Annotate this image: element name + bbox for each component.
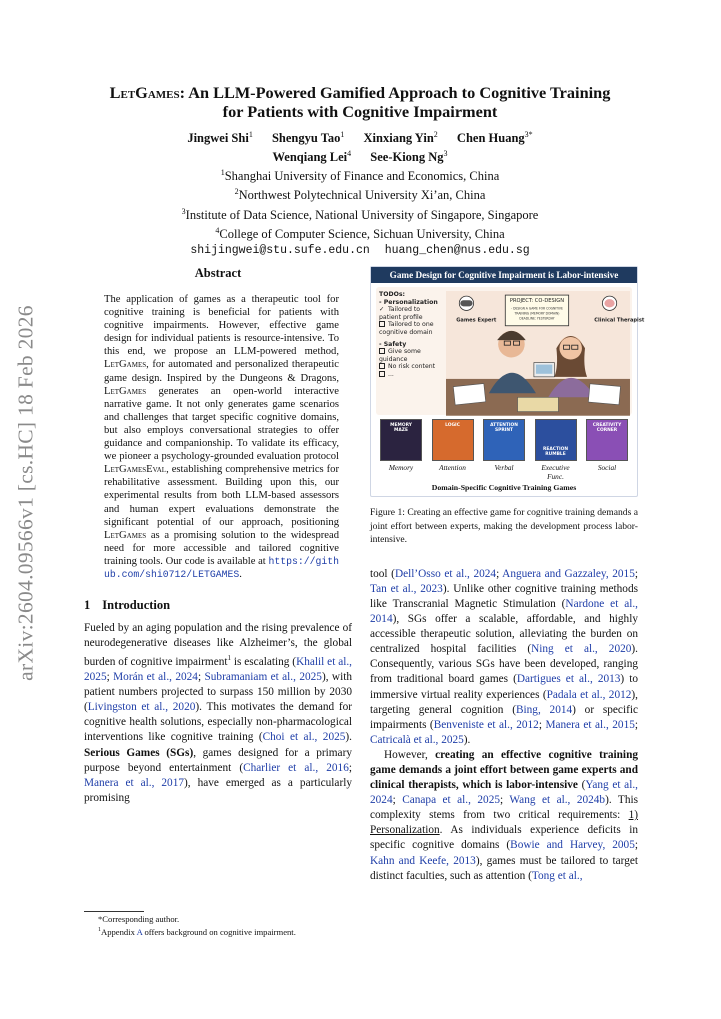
introduction-paragraph-2: However, creating an effective cognitive training game demands a joint effort between game experts and clinical therapists, which is labor-intensive (Yang et al., 2024; Canapa et al., 2025; Wang et al., 2024b). This complexity stems from two critical requirements: 1) Personalization. As individuals experience deficits in specific cognitive domains (Bowie and Harvey, 2005; Kahn and Keefe, 2013), games must be tailored to target distinct faculties, such as attention (Tong et al., (370, 748, 639, 882)
svg-text:Games Expert: Games Expert (456, 317, 497, 324)
affiliation: $^4$College of Computer Science, Sichuan University, China (215, 225, 505, 241)
footnotes (84, 911, 352, 938)
citation-link[interactable]: Nardone et al., 2014 (370, 597, 639, 626)
citation-link[interactable]: Ning et al., 2020 (531, 643, 632, 656)
citation-link[interactable]: Tong et al., (531, 869, 583, 882)
citation-link[interactable]: Kahn and Keefe, 2013 (370, 854, 476, 867)
checkbox-icon (379, 371, 385, 377)
citation-link[interactable]: Khalil et al., 2025 (84, 656, 353, 684)
figure-caption: Figure 1: Creating an effective game for cognitive training demands a joint effort between experts, making the development process labor-intensive. (370, 507, 638, 546)
citation-link[interactable]: Subramaniam et al., 2025 (204, 671, 322, 684)
citation-link[interactable]: Charlier et al., 2016 (243, 761, 349, 774)
abstract-text: The application of games as a therapeutic tool for cognitive training is beneficial for patients with cognitive impairments. However, effective game design for individual patients is resource-intensive. To this end, we propose an LLM-powered method, LetGames, for automated and personalized therapeutic game design. Inspired by the Dungeons & Dragons, LetGames generates an open-world interactive narrative game. It not only generates game scenarios and challenges that target specific cognitive domains, but also employs conversational strategies to offer guidance and companionship. To validate its efficacy, we pioneer a psychology-grounded evaluation protocol LetGamesEval, establishing comprehensive metrics for rehabilitative assessment. Building upon this, our experimental results from both LLM-based assessors and human expert evaluations demonstrate the significant potential of our approach, positioning LetGames as a promising solution to the widespread need for more accessible and tailored cognitive training tools. Our code is available at https://github.com/shi0712/LETGAMES. (104, 294, 339, 580)
checkbox-icon (379, 321, 385, 327)
introduction-paragraph: Fueled by an aging population and the rising prevalence of neurodegenerative diseases like Alzheimer’s, the global burden of cognitive impairment$^1$ is escalating (Khalil et al., 2025; Morán et al., 2024; Subramaniam et al., 2025), with patient numbers projected to surpass 150 million by 2030 (Livingston et al., 2020). This motivates the demand for cognitive health solutions, especially non-pharmacological interventions like cognitive training (Choi et al., 2025). Serious Games (SGs), games designed for a primary purpose beyond entertainment (Charlier et al., 2016; Manera et al., 2017), have emerged as a particularly promising (84, 622, 353, 804)
abstract-heading: Abstract (194, 266, 242, 280)
citation-link[interactable]: Manera et al., 2017 (84, 776, 184, 789)
title-system-name: LetGames (109, 83, 180, 102)
affiliation: $^1$Shanghai University of Finance and Economics, China (220, 168, 500, 184)
email: shijingwei@stu.sufe.edu.cn (190, 243, 370, 257)
affiliation: $^2$Northwest Polytechnical University Xi’an, China (234, 187, 486, 203)
footnote-rule (84, 911, 144, 912)
checkbox-icon (379, 363, 385, 369)
game-thumbnail: REACTION RUMBLE (535, 419, 577, 461)
citation-link[interactable]: Dartigues et al., 2013 (516, 673, 621, 686)
section-heading-introduction: 1 Introduction (84, 598, 171, 613)
game-thumbnail: MEMORY MAZE (380, 419, 422, 461)
contact-emails (80, 243, 640, 259)
figure-footer: Domain-Specific Cognitive Training Games (431, 483, 577, 492)
citation-link[interactable]: Dell’Osso et al., 2024 (394, 567, 497, 580)
experts-scene-illustration (446, 291, 645, 416)
game-thumbnail: CREATIVITY CORNER (586, 419, 628, 461)
arxiv-identifier-text: arXiv:2604.09566v1 [cs.HC] 18 Feb 2026 (13, 304, 38, 681)
todo-list: TODOs: - Personalization ✓ Tailored to patient profile Tailored to one cognitive domain - Safety Give some guidance No risk content ... (379, 291, 438, 378)
paper-title (80, 83, 640, 121)
citation-link[interactable]: Catricalà et al., 2025 (370, 733, 464, 746)
svg-text:Clinical Therapist: Clinical Therapist (594, 317, 645, 324)
paper-header (80, 83, 640, 259)
svg-text:TRAINING (MEMORY DOMAIN): TRAINING (MEMORY DOMAIN) (514, 311, 560, 316)
svg-text:DEADLINE: YESTERDAY: DEADLINE: YESTERDAY (519, 316, 555, 321)
author-list (80, 127, 640, 165)
appendix-link[interactable]: A (136, 926, 143, 937)
figure-1 (370, 266, 645, 497)
figure-banner: Game Design for Cognitive Impairment is Labor-intensive (371, 267, 637, 283)
author: Wenqiang Lei$^4$ (272, 149, 352, 165)
citation-link[interactable]: Wang et al., 2024b (509, 794, 606, 807)
author: Xinxiang Yin$^2$ (363, 130, 438, 146)
citation-link[interactable]: Bowie and Harvey, 2005 (510, 839, 635, 852)
title-rest: : An LLM-Powered Gamified Approach to Cognitive Training (179, 83, 611, 102)
game-thumbnails (380, 419, 628, 461)
citation-link[interactable]: Manera et al., 2015 (545, 718, 635, 731)
citation-link[interactable]: Padala et al., 2012 (546, 688, 632, 701)
citation-link[interactable]: Yang et al., 2024 (370, 779, 638, 807)
citation-link[interactable]: Livingston et al., 2020 (87, 701, 196, 714)
svg-text:PROJECT: CO-DESIGN: PROJECT: CO-DESIGN (509, 298, 565, 305)
author: Chen Huang$^{3*}$ (456, 130, 533, 146)
author: See-Kiong Ng$^3$ (370, 149, 448, 165)
right-column (370, 266, 645, 884)
checkbox-icon (379, 348, 385, 354)
affiliation: $^3$Institute of Data Science, National University of Singapore, Singapore (181, 206, 539, 222)
citation-link[interactable]: Tan et al., 2023 (370, 582, 443, 595)
author: Jingwei Shi$^1$ (187, 130, 253, 146)
author: Shengyu Tao$^1$ (271, 130, 345, 146)
citation-link[interactable]: Benveniste et al., 2012 (433, 718, 539, 731)
citation-link[interactable]: Morán et al., 2024 (113, 671, 198, 684)
left-column (84, 266, 352, 806)
domain-labels: Memory Attention Verbal Executive Func. Social (388, 463, 617, 481)
citation-link[interactable]: Choi et al., 2025 (262, 731, 346, 744)
citation-link[interactable]: Bing, 2014 (515, 703, 573, 716)
citation-link[interactable]: Canapa et al., 2025 (402, 794, 501, 807)
email: huang_chen@nus.edu.sg (384, 243, 530, 257)
introduction-paragraph-cont: tool (Dell’Osso et al., 2024; Anguera and Gazzaley, 2015; Tan et al., 2023). Unlike other cognitive training methods like Transcranial Magnetic Stimulation (Nardone et al., 2014), SGs offer a scalable, affordable, and highly accessible therapeutic solution, alleviating the burden on centralized hospital facilities (Ning et al., 2020). Consequently, various SGs have been developed, ranging from traditional board games (Dartigues et al., 2013) to immersive virtual reality experiences (Padala et al., 2012), targeting general cognition (Bing, 2014) or specific impairments (Benveniste et al., 2012; Manera et al., 2015; Catricalà et al., 2025). (370, 567, 639, 746)
game-thumbnail: LOGIC (432, 419, 474, 461)
footnote-appendix: $^1$Appendix A offers background on cognitive impairment. (98, 926, 296, 937)
svg-text:- DESIGN A GAME FOR COGNITIVE: - DESIGN A GAME FOR COGNITIVE (511, 306, 563, 311)
arxiv-identifier (6, 295, 46, 690)
title-line-2: for Patients with Cognitive Impairment (222, 102, 498, 121)
citation-link[interactable]: Anguera and Gazzaley, 2015 (502, 567, 635, 580)
code-link[interactable]: https://github.com/shi0712/LETGAMES (104, 555, 339, 580)
footnote-corresponding: *Corresponding author. (98, 914, 180, 924)
game-thumbnail: ATTENTION SPRINT (483, 419, 525, 461)
figure-illustration (376, 287, 645, 415)
